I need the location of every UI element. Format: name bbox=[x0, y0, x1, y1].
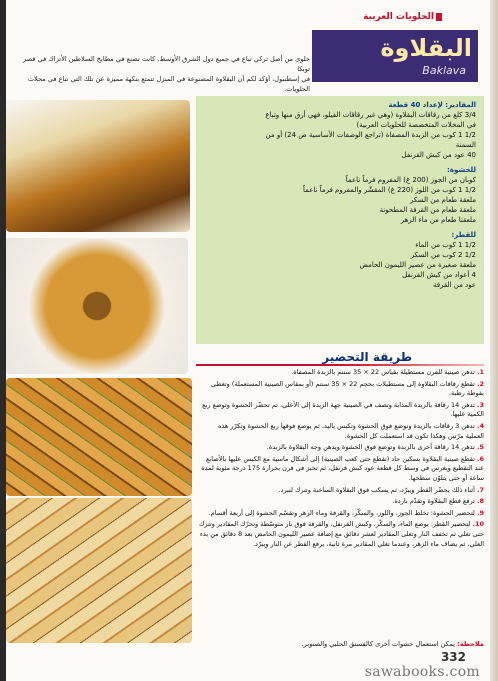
baklava-star-plate-photo bbox=[6, 238, 188, 374]
filling-heading: للحشوة: bbox=[447, 166, 476, 174]
step-text: لتحضير الحشوة: تخلط الجوز، واللوز، والسكّر، والقرفة وماء الزهر وتقسّم الحشوة إلى أربعة أقسام. bbox=[208, 508, 475, 517]
ingredient-line: ملعقة طعام من القرفة المطحونة bbox=[379, 206, 476, 214]
intro-line: حلوى من أصل تركي تباع في جميع دول الشرق الأوسط. كانت تصنع في مطابخ السلاطين الأتراك في قصر توبكا bbox=[23, 55, 310, 73]
step-item bbox=[198, 368, 484, 378]
step-text: تدهن صينية للفرن مستطيلة بقياس 22 × 35 سنتم بالزبدة المصفاة. bbox=[291, 368, 475, 376]
step-number: 9. bbox=[476, 508, 484, 517]
baklava-diamonds-photo bbox=[6, 498, 192, 643]
step-number: 3. bbox=[476, 400, 484, 409]
step-item bbox=[198, 422, 484, 441]
section-tag: الحلويات العربية bbox=[363, 12, 434, 22]
step-text: تدهن 14 رقاقة بالزبدة المذابة وتصف في الصينية جهة الزبدة إلى الأعلى، ثم تحضّر الحشوة وتوضع ربع الكمية عليها. bbox=[202, 400, 484, 419]
step-item bbox=[198, 401, 484, 420]
ingredient-line: 1/2 2 كوب من السكر bbox=[410, 251, 476, 259]
step-item bbox=[198, 509, 484, 519]
ingredients-heading: المقادير: لإعداد 40 قطعة bbox=[388, 101, 476, 109]
page-edge bbox=[490, 0, 498, 681]
step-text: ترفع قطع البقلاوة وتقدّم باردة. bbox=[392, 497, 475, 506]
step-number: 7. bbox=[476, 485, 484, 494]
note-box bbox=[198, 640, 484, 649]
ingredient-line: السمنة bbox=[455, 141, 476, 149]
ingredient-line: عود من القرفة bbox=[432, 281, 476, 289]
ingredient-line: 1/2 1 كوب من الماء bbox=[415, 241, 476, 249]
step-item bbox=[198, 497, 484, 507]
note-text: يمكن استعمال حشوات أخرى كالفستق الحلبي والصنوبر. bbox=[301, 640, 455, 648]
ingredient-line: 1/2 1 كوب من اللوز (220 غ) المقشّر والمفروم فرماً ناعماً bbox=[303, 186, 476, 194]
step-text: تدهن 14 رقاقة أخرى بالزبدة وتوضع فوق الحشوة ويدهن وجه البقلاوة بالزبدة. bbox=[266, 443, 475, 452]
watermark-site: sawabooks.com bbox=[364, 664, 480, 680]
syrup-heading: للقطر: bbox=[451, 231, 476, 239]
note-label: ملاحظة: bbox=[457, 640, 484, 648]
recipe-title-arabic: البقلاوة bbox=[380, 34, 472, 62]
step-number: 5. bbox=[476, 443, 484, 452]
ingredient-line: ملعقة صغيرة من عصير الليمون الحامض bbox=[359, 261, 476, 269]
step-text: تقطع صينية البقلاوة بسكين حاد (تقطع حتى كعب الصينية) إلى أشكال ماسية مع الكبس عليها بالأصابع عند التقطيع ويغرس في وسط كل قطعة عود كبش قرنفل، ثم تخبز في فرن بحرارة 175 درجة مئوية لمدة ساعة أو حتى يتلوّن سطحها. bbox=[201, 454, 484, 482]
ingredient-line: 3/4 كلغ من رقاقات البقلاوة (وهي غير رقاقات الفيلو، فهي أرق منها وتباع bbox=[265, 111, 476, 119]
step-number: 2. bbox=[476, 379, 484, 388]
ingredient-line: 40 عود من كبش القرنفل bbox=[401, 151, 476, 159]
step-item bbox=[198, 455, 484, 484]
preparation-heading: طريقة التحضير bbox=[322, 350, 412, 364]
step-item bbox=[198, 380, 484, 399]
step-text: تقطع رقاقات البقلاوة إلى مستطيلات بحجم 22 × 35 سنتم (أو بمقاس الصينية المستعملة) وتغطى بفوطة رطبة. bbox=[210, 379, 484, 398]
ingredient-line: 1/2 1 كوب من الزبدة المصفاة (تراجع الوصفات الأساسية ص 24) أو من bbox=[265, 131, 476, 139]
ingredient-line: ملعقتا طعام من ماء الزهر bbox=[400, 216, 476, 224]
step-number: 6. bbox=[476, 454, 484, 463]
step-number: 1. bbox=[476, 368, 484, 376]
step-item bbox=[198, 520, 484, 549]
recipe-title-english: Baklava bbox=[422, 64, 466, 77]
baklava-tray-photo bbox=[6, 378, 192, 496]
ingredients-list bbox=[204, 100, 476, 290]
ingredient-line: ملعقة طعام من السكر bbox=[410, 196, 476, 204]
ingredient-line: كوبان من الجوز (200 غ) المفروم فرماً ناعماً bbox=[345, 176, 476, 184]
step-item bbox=[198, 443, 484, 453]
intro-line: في إسطنبول، أؤكد لكم أن البقلاوة المصنوعة في المنزل تتمتع بنكهة مميزة عن تلك التي تباع في محلات الحلويات. bbox=[27, 75, 310, 93]
step-number: 4. bbox=[476, 421, 484, 430]
step-text: لتحضير القطر: يوضع الماء، والسكّر، وكبش القرنفل، والقرفة فوق نار متوسّطة وتحرّك المقادير وتترك حتى تغلي ثم تخفف النار وتغلى المقادير لعشر دقائق مع إضافة عصير الليمون الحامض بعد 8 دقائق من بدء الغلي، ثم يضاف ماء الزهر، وعندما تغلي المقادير مرة ثانية، يرفع القطر عن النار ويبرّد. bbox=[199, 520, 484, 548]
baklava-rolls-photo bbox=[6, 100, 190, 232]
step-number: 10. bbox=[472, 520, 484, 529]
step-number: 8. bbox=[476, 497, 484, 506]
intro-paragraph bbox=[10, 54, 310, 94]
preparation-steps bbox=[198, 368, 484, 551]
step-text: أثناء ذلك يحضّر القطر ويبرّد، ثم يسكب فوق البقلاوة الساخنة وتترك لتبرد. bbox=[278, 485, 475, 494]
page-number: 332 bbox=[440, 650, 466, 664]
ingredient-line: 4 أعواد من كبش القرنفل bbox=[402, 271, 476, 279]
section-marker bbox=[436, 13, 442, 21]
step-item bbox=[198, 486, 484, 496]
preparation-divider bbox=[196, 364, 484, 366]
step-text: تدهن 3 رقاقات بالزبدة وتوضع فوق الحشوة وتكبس باليد، ثم يوضع فوقها ربع الحشوة وتكرّر هذه العملية مرّتين وهكذا تكون قد استعملت كل الحشوة. bbox=[218, 421, 484, 440]
ingredient-line: في المحلات المتخصصة للحلويات العربية) bbox=[356, 121, 476, 129]
